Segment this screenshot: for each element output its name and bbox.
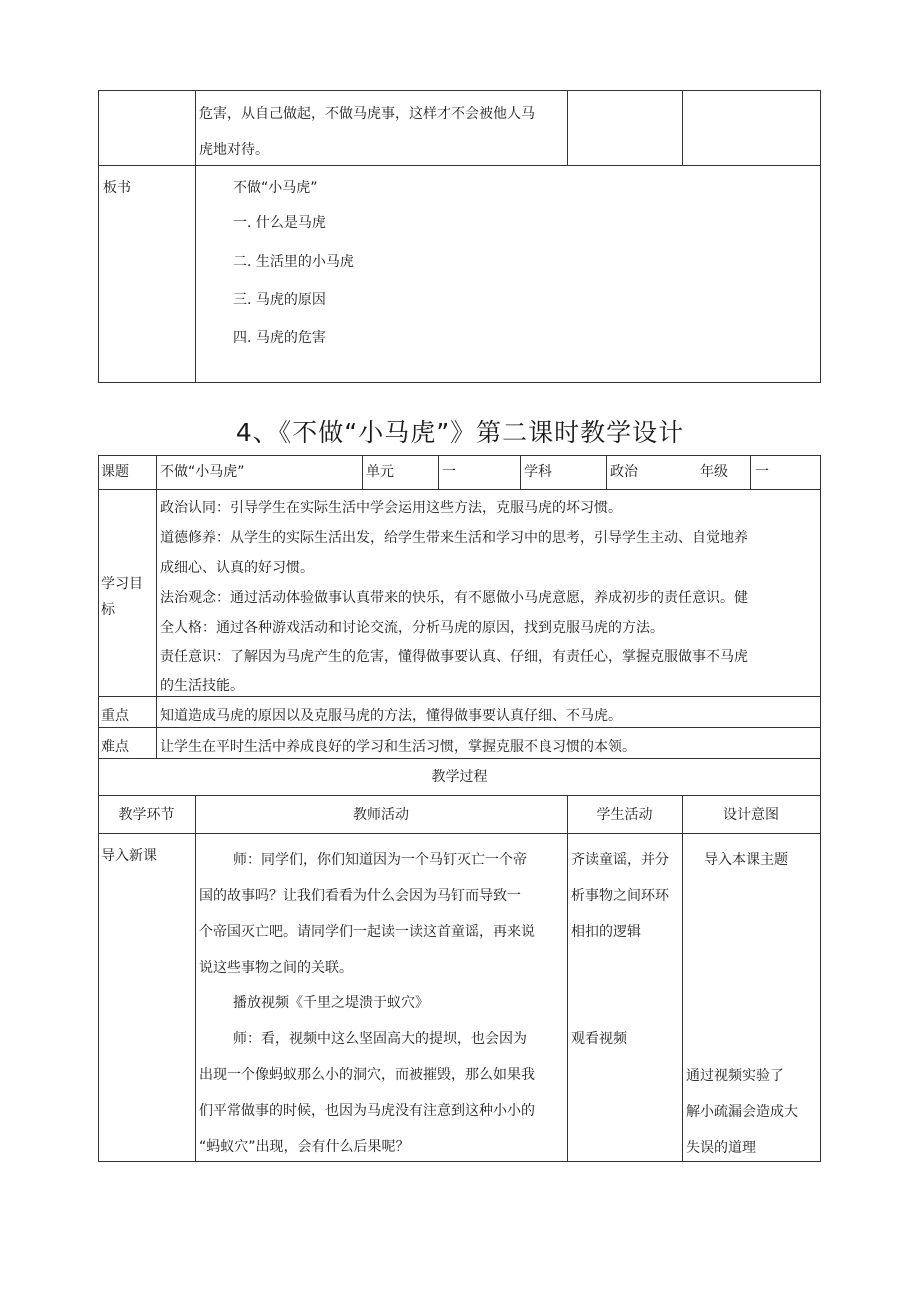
board-line: 二. 生活里的小马虎 (233, 254, 354, 270)
table-border (438, 455, 439, 489)
objective-line: 道德修养：从学生的实际生活出发，给学生带来生活和学习中的思考，引导学生主动、自觉地养 (160, 530, 748, 546)
board-line: 一. 什么是马虎 (233, 215, 326, 231)
teacher-activity-line: “蚂蚁穴”出现，会有什么后果呢？ (199, 1139, 410, 1155)
table-border (98, 727, 821, 728)
objective-line: 全人格：通过各种游戏活动和讨论交流，分析马虎的原因，找到克服马虎的方法。 (160, 620, 664, 636)
column-header-stage: 教学环节 (118, 807, 175, 823)
table-border (820, 455, 821, 1161)
objective-line: 的生活技能。 (160, 678, 244, 694)
topic-label: 课题 (101, 464, 129, 480)
key-point-label: 重点 (101, 708, 129, 724)
stage-label: 导入新课 (101, 848, 157, 864)
table-border (98, 90, 99, 382)
teacher-activity-line: 师：看，视频中这么坚固高大的提坝，也会因为 (233, 1031, 527, 1047)
table-border (98, 758, 821, 759)
table-border (98, 165, 821, 166)
objective-line: 成细心、认真的好习惯。 (160, 560, 314, 576)
table-border (567, 90, 568, 165)
unit-label: 单元 (366, 464, 394, 480)
board-line: 三. 马虎的原因 (233, 292, 326, 308)
objective-line: 法治观念：通过活动体验做事认真带来的快乐，有不愿做小马虎意愿，养成初步的责任意识。健 (160, 590, 748, 606)
grade-label: 年级 (700, 464, 728, 480)
column-header-student: 学生活动 (596, 807, 653, 823)
table-border (606, 455, 607, 489)
process-header: 教学过程 (431, 769, 488, 785)
grade-value: 一 (755, 464, 769, 480)
key-point-text: 知道造成马虎的原因以及克服马虎的方法，懂得做事要认真仔细、不马虎。 (160, 708, 622, 724)
subject-label: 学科 (524, 464, 552, 480)
teacher-activity-line: 个帝国灭亡吧。请同学们一起读一读这首童谣，再来说 (199, 924, 535, 940)
teacher-text-line: 危害，从自己做起，不做马虎事，这样才不会被他人马 (199, 106, 535, 122)
table-border (362, 455, 363, 489)
student-activity-line: 观看视频 (571, 1031, 627, 1047)
table-border (98, 489, 821, 490)
objective-line: 政治认同：引导学生在实际生活中学会运用这些方法，克服马虎的坏习惯。 (160, 500, 622, 516)
objectives-label: 学习目 (101, 576, 143, 592)
design-intent-line: 通过视频实验了 (686, 1068, 784, 1084)
table-border (520, 455, 521, 489)
table-border (98, 455, 821, 456)
objective-line: 责任意识：了解因为马虎产生的危害，懂得做事要认真、仔细，有责任心，掌握克服做事不马虎 (160, 649, 748, 665)
page-title: 4、《不做“小马虎”》第二课时教学设计 (235, 418, 685, 447)
table-border (820, 90, 821, 382)
column-header-intent: 设计意图 (723, 807, 779, 823)
objectives-label: 标 (101, 602, 115, 618)
subject-value: 政治 (610, 464, 638, 480)
table-border (98, 795, 821, 796)
teacher-activity-line: 师：同学们，你们知道因为一个马钉灭亡一个帝 (233, 852, 527, 868)
table-border (750, 455, 751, 489)
table-border (682, 795, 683, 1161)
table-border (195, 795, 196, 1161)
table-border (156, 455, 157, 758)
teacher-activity-line: 出现一个像蚂蚁那么小的洞穴，而被摧毁，那么如果我 (199, 1067, 535, 1083)
teacher-text-line: 虎地对待。 (199, 142, 269, 158)
table-border (98, 382, 821, 383)
board-line: 四. 马虎的危害 (233, 330, 326, 346)
table-border (682, 90, 683, 165)
board-line: 不做“小马虎” (233, 180, 318, 196)
design-intent-line: 解小疏漏会造成大 (686, 1104, 798, 1120)
student-activity-line: 析事物之间环环 (571, 888, 669, 904)
design-intent-line: 导入本课主题 (704, 852, 788, 868)
student-activity-line: 齐读童谣，并分 (571, 852, 669, 868)
table-border (567, 795, 568, 1161)
student-activity-line: 相扣的逻辑 (571, 924, 641, 940)
table-border (98, 833, 821, 834)
table-border (98, 696, 821, 697)
table-border (98, 90, 821, 91)
teacher-activity-line: 国的故事吗？让我们看看为什么会因为马钉而导致一 (199, 888, 521, 904)
table-border (98, 1161, 821, 1162)
teacher-activity-line: 播放视频《千里之堤溃于蚁穴》 (233, 995, 429, 1011)
teacher-activity-line: 说这些事物之间的关联。 (199, 960, 353, 976)
topic-value: 不做“小马虎” (160, 464, 245, 480)
difficulty-label: 难点 (101, 739, 129, 755)
board-label: 板书 (103, 180, 131, 196)
design-intent-line: 失误的道理 (686, 1140, 756, 1156)
table-border (195, 90, 196, 382)
teacher-activity-line: 们平常做事的时候，也因为马虎没有注意到这种小小的 (199, 1103, 535, 1119)
unit-value: 一 (442, 464, 456, 480)
difficulty-text: 让学生在平时生活中养成良好的学习和生活习惯，掌握克服不良习惯的本领。 (160, 739, 636, 755)
column-header-teacher: 教师活动 (353, 807, 409, 823)
